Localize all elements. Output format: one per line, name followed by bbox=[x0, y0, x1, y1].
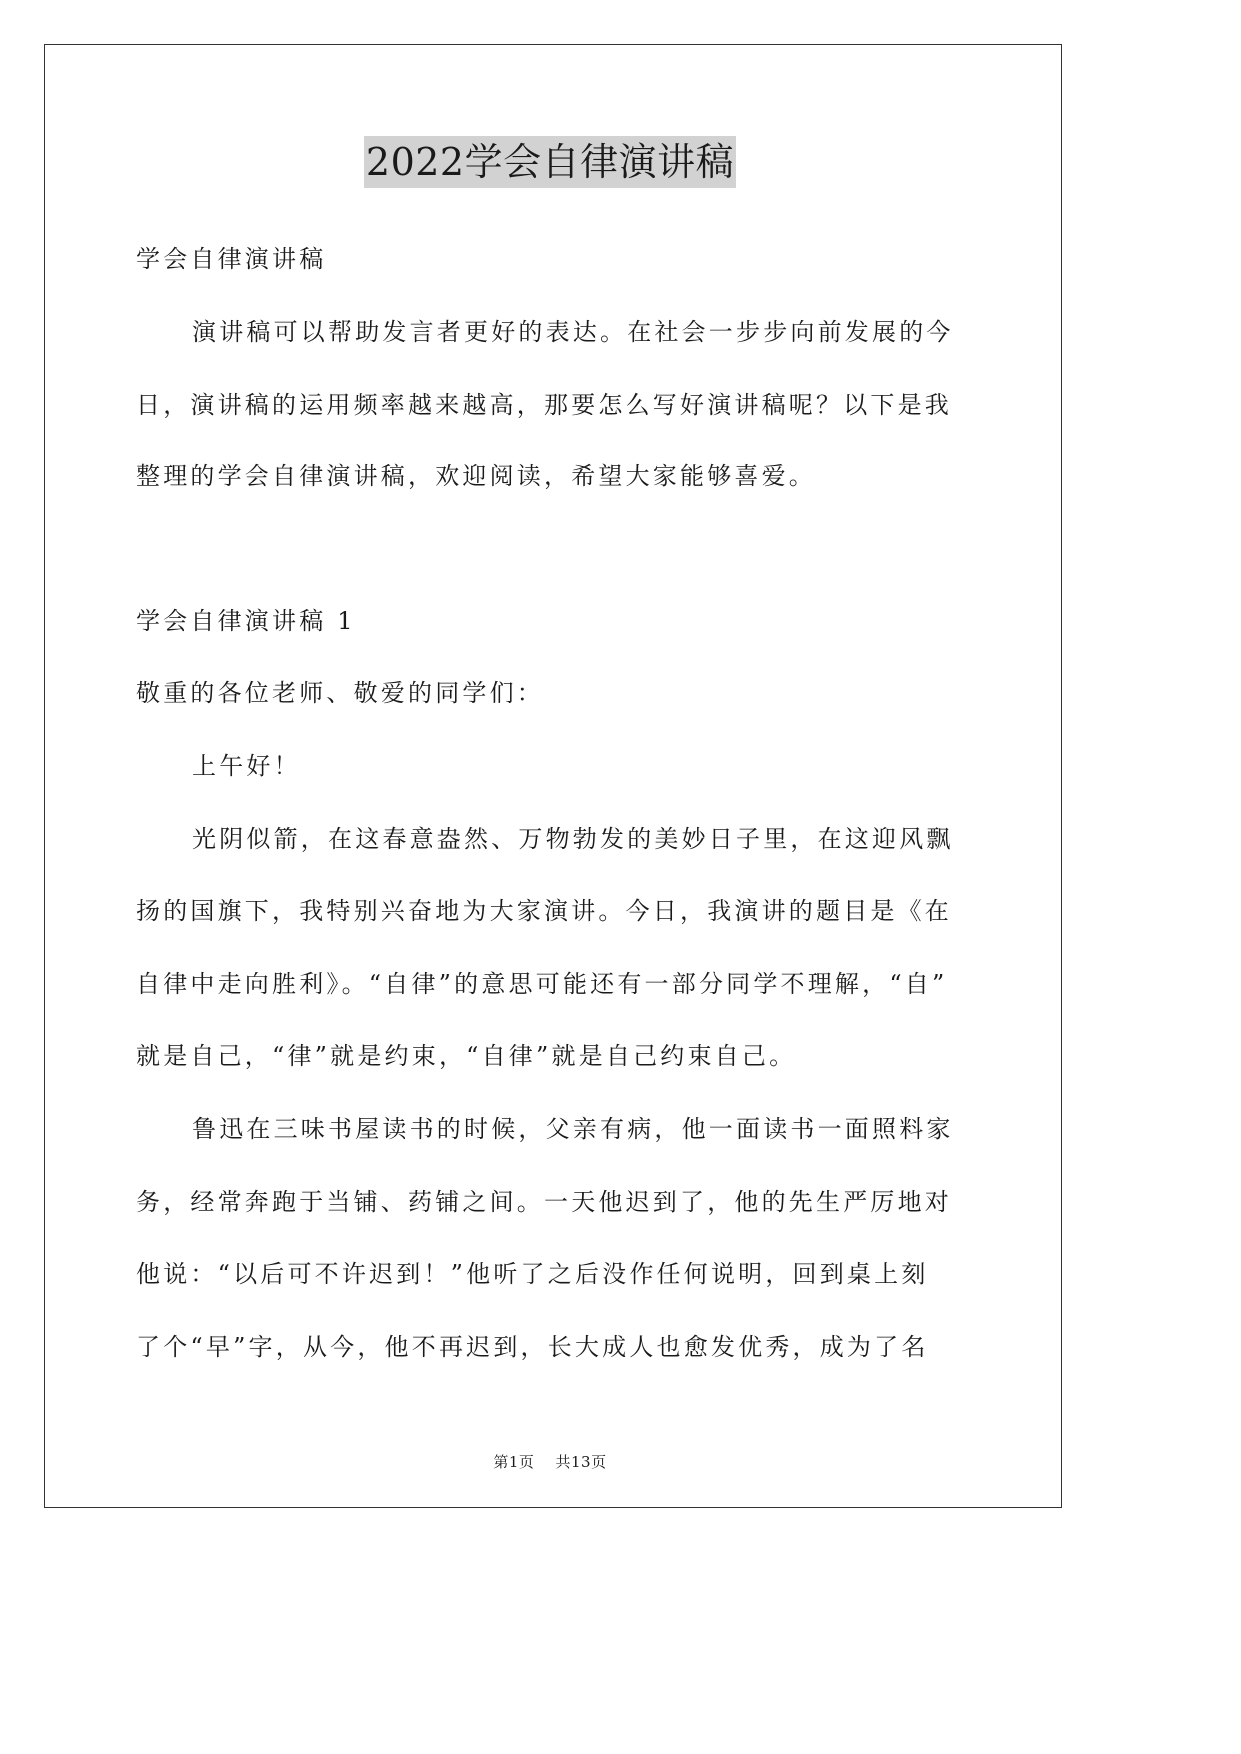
intro-line: 整理的学会自律演讲稿，欢迎阅读，希望大家能够喜爱。 bbox=[136, 462, 816, 490]
paragraph-line: 自律中走向胜利》。“自律”的意思可能还有一部分同学不理解，“自” bbox=[136, 970, 948, 998]
page-footer: 第1页 共13页 bbox=[493, 1453, 607, 1471]
intro-line: 日，演讲稿的运用频率越来越高，那要怎么写好演讲稿呢？以下是我 bbox=[136, 391, 952, 419]
subtitle: 学会自律演讲稿 bbox=[136, 245, 327, 273]
intro-line: 演讲稿可以帮助发言者更好的表达。在社会一步步向前发展的今 bbox=[192, 318, 954, 346]
paragraph-line: 他说：“以后可不许迟到！”他听了之后没作任何说明，回到桌上刻 bbox=[136, 1260, 929, 1288]
title-container bbox=[0, 136, 1100, 188]
greeting: 上午好！ bbox=[192, 752, 301, 780]
section-heading: 学会自律演讲稿 1 bbox=[136, 607, 356, 635]
document-title: 2022学会自律演讲稿 bbox=[364, 136, 736, 188]
paragraph-line: 务，经常奔跑于当铺、药铺之间。一天他迟到了，他的先生严厉地对 bbox=[136, 1188, 952, 1216]
paragraph-line: 了个“早”字，从今，他不再迟到，长大成人也愈发优秀，成为了名 bbox=[136, 1333, 929, 1361]
paragraph-line: 光阴似箭，在这春意盎然、万物勃发的美妙日子里，在这迎风飘 bbox=[192, 825, 954, 853]
paragraph-line: 鲁迅在三味书屋读书的时候，父亲有病，他一面读书一面照料家 bbox=[192, 1115, 954, 1143]
paragraph-line: 就是自己，“律”就是约束，“自律”就是自己约束自己。 bbox=[136, 1042, 797, 1070]
paragraph-line: 扬的国旗下，我特别兴奋地为大家演讲。今日，我演讲的题目是《在 bbox=[136, 897, 952, 925]
salutation: 敬重的各位老师、敬爱的同学们： bbox=[136, 679, 544, 707]
